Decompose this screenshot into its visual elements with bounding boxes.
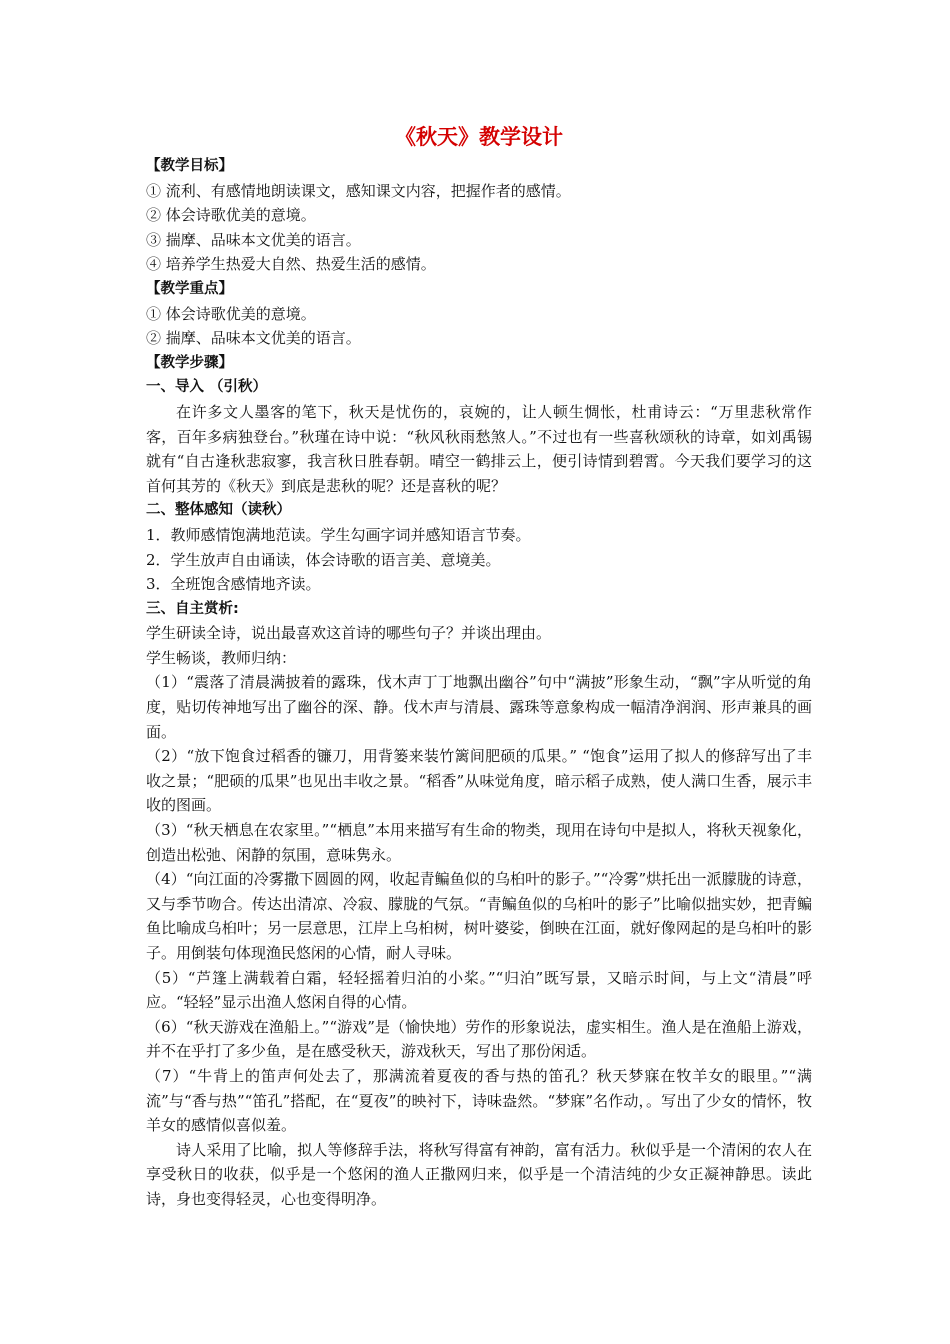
objective-item: ④ 培养学生热爱大自然、热爱生活的感情。 [146,255,436,274]
document-page [146,122,812,1212]
keypoint-item: ② 揣摩、品味本文优美的语言。 [146,329,361,348]
analysis-item: （1）“震落了清晨满披着的露珠，伐木声丁丁地飘出幽谷”句中“满披”形象生动，“飘”字从听觉的角度，贴切传神地写出了幽谷的深、静。伐木声与清晨、露珠等意象构成一幅清净润润、形声兼具的画面。 [146,673,812,741]
objectives-heading: 【教学目标】 [146,158,233,174]
section1-heading: 一、导入 （引秋） [146,379,268,396]
section3-conclusion: 诗人采用了比喻，拟人等修辞手法，将秋写得富有神韵，富有活力。秋似乎是一个清闲的农人在享受秋日的收获，似乎是一个悠闲的渔人正撒网归来，似乎是一个清洁纯的少女正凝神静思。读此诗，身也变得轻灵，心也变得明净。 [146,1140,812,1208]
analysis-item: （3）“秋天栖息在农家里。”“栖息”本用来描写有生命的物类，现用在诗句中是拟人，将秋天视象化，创造出松弛、闲静的氛围，意味隽永。 [146,821,812,864]
section2-item: 3．全班饱含感情地齐读。 [146,575,321,594]
steps-heading: 【教学步骤】 [146,354,233,371]
section3-heading: 三、自主赏析: [146,600,239,617]
section1-paragraph: 在许多文人墨客的笔下，秋天是忧伤的，哀婉的，让人顿生惆怅，杜甫诗云：“万里悲秋常作客，百年多病独登台。”秋瑾在诗中说：“秋风秋雨愁煞人。”不过也有一些喜秋颂秋的诗章，如刘禹锡就有“自古逢秋悲寂寥，我言秋日胜春朝。晴空一鹤排云上，便引诗情到碧霄。今天我们要学习的这首何其芳的《秋天》到底是悲秋的呢？还是喜秋的呢？ [146,402,812,495]
analysis-item: （6）“秋天游戏在渔船上。”“游戏”是（愉快地）劳作的形象说法，虚实相生。渔人是在渔船上游戏，并不在乎打了多少鱼，是在感受秋天，游戏秋天，写出了那份闲适。 [146,1017,812,1061]
keypoint-item: ① 体会诗歌优美的意境。 [146,304,316,323]
section3-intro: 学生研读全诗，说出最喜欢这首诗的哪些句子？并谈出理由。 [146,624,552,643]
analysis-item: （2）“放下饱食过稻香的镰刀，用背篓来装竹篱间肥硕的瓜果。” “饱食”运用了拟人的修辞写出了丰收之景；“肥硕的瓜果”也见出丰收之景。“稻香”从味觉角度，暗示稻子成熟，使人满口生香，展示丰收的图画。 [146,747,812,815]
section2-heading: 二、整体感知（读秋） [146,502,291,519]
document-title: 《秋天》教学设计 [395,125,563,149]
section2-item: 1．教师感情饱满地范读。学生勾画字词并感知语言节奏。 [146,525,531,544]
analysis-item: （7）“牛背上的笛声何处去了，那满流着夏夜的香与热的笛孔？秋天梦寐在牧羊女的眼里。”“满流”与“香与热”“笛孔”搭配，在“夏夜”的映衬下，诗味盎然。“梦寐”名作动，。写出了少女的情怀，牧羊女的感情似喜似羞。 [146,1066,812,1135]
keypoints-heading: 【教学重点】 [146,280,233,297]
analysis-item: （5）“芦篷上满载着白霜，轻轻摇着归泊的小桨。”“归泊”既写景，又暗示时间，与上文“清晨”呼应。“轻轻”显示出渔人悠闲自得的心情。 [146,968,812,1012]
analysis-item: （4）“向江面的冷雾撒下圆圆的网，收起青鳊鱼似的乌桕叶的影子。”“冷雾”烘托出一派朦胧的诗意，又与季节吻合。传达出清凉、冷寂、朦胧的气氛。“青鳊鱼似的乌桕叶的影子”比喻似拙实妙，把青鳊鱼比喻成乌桕叶；另一层意思，江岸上乌桕树，树叶婆娑，倒映在江面，就好像网起的是乌桕叶的影子。用倒装句体现渔民悠闲的心情，耐人寻味。 [146,870,812,962]
objective-item: ③ 揣摩、品味本文优美的语言。 [146,230,361,249]
section3-intro: 学生畅谈，教师归纳： [146,648,297,667]
section2-item: 2．学生放声自由诵读，体会诗歌的语言美、意境美。 [146,550,501,569]
objective-item: ② 体会诗歌优美的意境。 [146,206,316,225]
objective-item: ① 流利、有感情地朗读课文，感知课文内容，把握作者的感情。 [146,181,571,200]
